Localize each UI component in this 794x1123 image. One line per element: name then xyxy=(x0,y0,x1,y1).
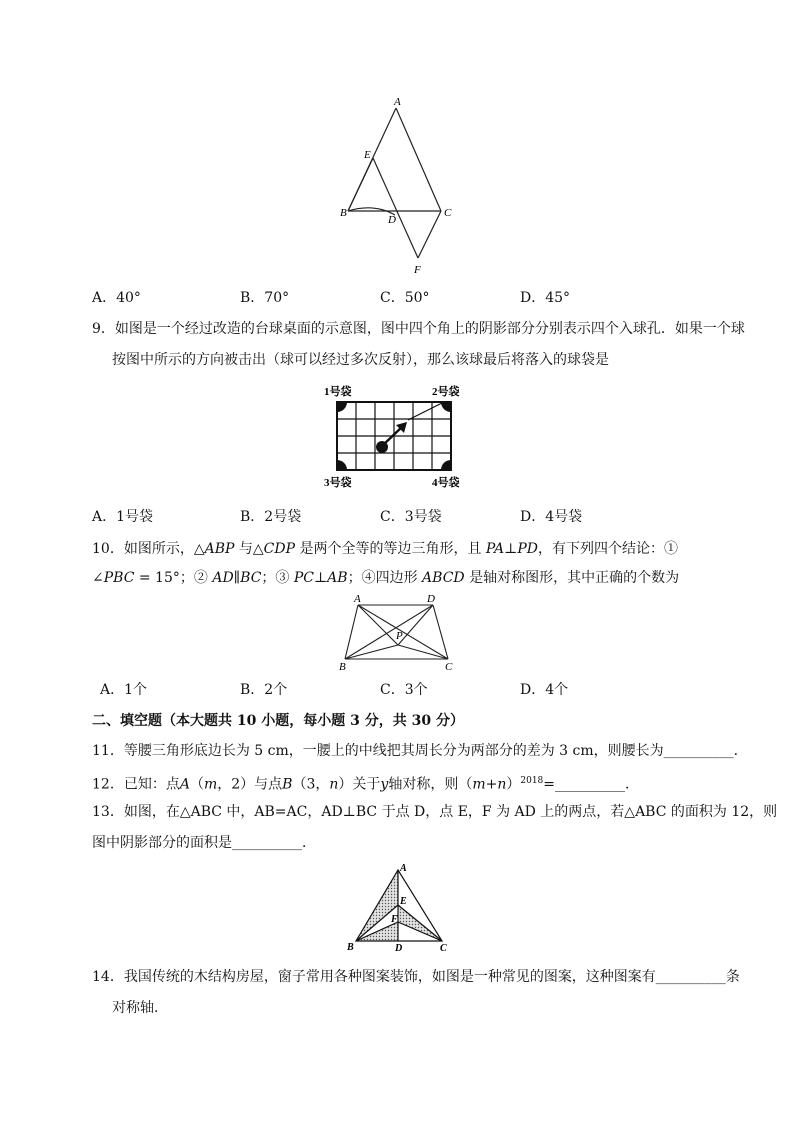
q9-pocket-2-label: 2号袋 xyxy=(432,386,460,398)
q8-option-c[interactable]: C．50° xyxy=(380,290,430,306)
q11-stem: 11．等腰三角形底边长为 5 cm，一腰上的中线把其周长分为两部分的差为 3 cm，则腰长为__________． xyxy=(92,743,748,759)
q10-option-c[interactable]: C．3个 xyxy=(380,682,428,698)
section-2-heading: 二、填空题（本大题共 10 小题，每小题 3 分，共 30 分） xyxy=(92,713,464,729)
q10-label-B: B xyxy=(339,661,346,673)
q13-label-F: F xyxy=(391,914,398,925)
q14-stem-line1: 14．我国传统的木结构房屋，窗子常用各种图案装饰，如图是一种常见的图案，这种图案有__________条 xyxy=(92,969,740,985)
q8-option-a[interactable]: A．40° xyxy=(92,290,141,306)
q9-pocket-3-shape xyxy=(337,460,347,470)
q10-figure xyxy=(336,592,462,674)
q14-stem-line2: 对称轴． xyxy=(112,1000,168,1016)
q10-stem-line1: 10．如图所示，△ABP 与△CDP 是两个全等的等边三角形，且 PA⊥PD，有下列四个结论：① xyxy=(92,541,678,557)
q12-stem: 12．已知：点A（m，2）与点B（3，n）关于y轴对称，则$(m+n)^{2018}=\_\_\_\_\_\_\_\_\_\_$． xyxy=(92,776,640,793)
q9-pocket-2-shape xyxy=(441,402,451,412)
q10-label-D: D xyxy=(427,593,435,605)
q8-label-E: E xyxy=(364,149,371,161)
q10-option-b[interactable]: B．2个 xyxy=(240,682,288,698)
q9-pocket-1-label: 1号袋 xyxy=(324,386,352,398)
q13-label-B: B xyxy=(347,942,354,953)
q10-label-C: C xyxy=(445,661,453,673)
q9-pocket-4-label: 4号袋 xyxy=(432,477,460,489)
q13-label-C: C xyxy=(440,943,447,954)
q13-stem-line2: 图中阴影部分的面积是__________． xyxy=(92,835,316,851)
q10-label-P: P xyxy=(396,630,403,642)
q10-option-a[interactable]: A．1个 xyxy=(100,682,148,698)
q8-label-B: B xyxy=(340,207,347,219)
q8-option-b[interactable]: B．70° xyxy=(240,290,290,306)
q8-option-d[interactable]: D．45° xyxy=(520,290,571,306)
q9-pocket-4-shape xyxy=(441,460,451,470)
q9-pocket-3-label: 3号袋 xyxy=(324,477,352,489)
q10-label-A: A xyxy=(354,593,361,605)
q10-option-d[interactable]: D．4个 xyxy=(520,682,569,698)
q9-stem-line1: 9．如图是一个经过改造的台球桌面的示意图，图中四个角上的阴影部分分别表示四个入球孔．如果一个球 xyxy=(92,321,745,337)
q13-label-D: D xyxy=(395,943,403,954)
q10-stem-line2: ∠PBC = 15°；② AD∥BC；③ PC⊥AB；④四边形 ABCD 是轴对称图形，其中正确的个数为 xyxy=(92,570,680,586)
q9-stem-line2: 按图中所示的方向被击出（球可以经过多次反射），那么该球最后将落入的球袋是 xyxy=(112,352,609,368)
q9-ball xyxy=(376,441,388,453)
q9-billiard-figure xyxy=(320,382,470,492)
q8-figure xyxy=(338,93,462,281)
q9-option-a[interactable]: A．1号袋 xyxy=(92,509,154,525)
q9-option-b[interactable]: B．2号袋 xyxy=(240,509,302,525)
q13-label-E: E xyxy=(400,896,407,907)
q13-label-A: A xyxy=(400,863,407,874)
q8-label-F: F xyxy=(414,264,421,276)
q9-pocket-1-shape xyxy=(337,402,347,412)
q9-option-c[interactable]: C．3号袋 xyxy=(380,509,442,525)
q9-option-d[interactable]: D．4号袋 xyxy=(520,509,583,525)
q8-label-C: C xyxy=(444,207,452,219)
q13-stem-line1: 13．如图，在△ABC 中，AB=AC，AD⊥BC 于点 D，点 E，F 为 AD 上的两点，若△ABC 的面积为 12，则 xyxy=(92,804,778,820)
q13-figure xyxy=(342,860,454,954)
q8-label-A: A xyxy=(394,96,401,108)
q8-label-D: D xyxy=(388,214,396,226)
